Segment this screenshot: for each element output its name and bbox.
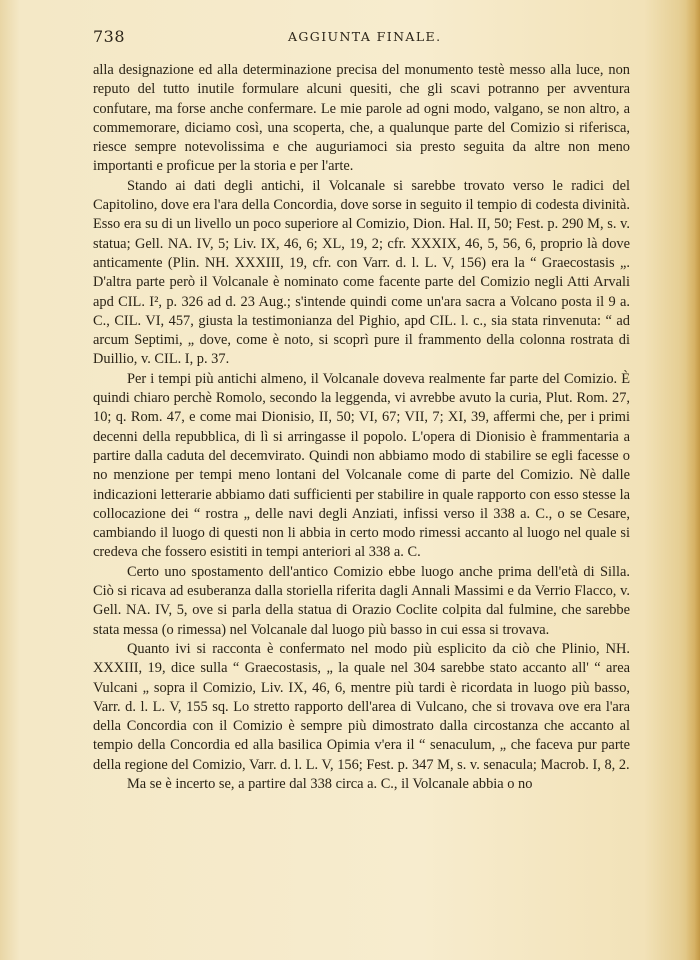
paragraph: Per i tempi più antichi almeno, il Volcanale doveva realmente far parte del Comizio. È quindi chiaro perchè Romolo, secondo la leggenda, vi avrebbe avuto la curia, Plut. Rom. 27, 10; q. Rom. 47, e come mai Dionisio, II, 50; VI, 67; VII, 7; XI, 39, affermi che, per i primi decenni della repubblica, di lì si arringasse il popolo. L'opera di Dionisio è frammentaria a partire dalla caduta del decemvirato. Quindi non abbiamo modo di stabilire se egli facesse o no menzione per tempi meno lontani del Volcanale come di parte del Comizio. Nè dalle indicazioni letterarie abbiamo dati sufficienti per stabilire in quale rapporto con esso stesse la collocazione dei “ rostra „ delle navi degli Anziati, infissi verso il 338 a. C., o se Cesare, cambiando il luogo di questi non li abbia in certo modo rimessi accanto al luogo nel quale si credeva che fossero esistiti in tempi anteriori al 338 a. C. <box>93 370 630 561</box>
paragraph: Stando ai dati degli antichi, il Volcanale si sarebbe trovato verso le radici del Capitolino, dove era l'ara della Concordia, dove sorse in seguito il tempio di codesta divinità. Esso era su di un livello un poco superiore al Comizio, Dion. Hal. II, 50; Fest. p. 290 M, s. v. statua; Gell. NA. IV, 5; Liv. IX, 46, 6; XL, 19, 2; cfr. XXXIX, 46, 5, 56, 6, proprio là dove anticamente (Plin. NH. XXXIII, 19, cfr. con Varr. d. l. L. V, 156) era la “ Graecostasis „. D'altra parte però il Volcanale è nominato come facente parte del Comizio negli Atti Arvali apd CIL. I², p. 326 ad d. 23 Aug.; s'intende quindi come un'ara sacra a Volcano posta il 9 a. C., CIL. VI, 457, giusta la testimonianza del Pighio, apd CIL. l. c., sia stata rinvenuta: “ ad arcum Septimi, „ dove, come è noto, si scoprì pure il frammento della colonna rostrata di Duillio, v. CIL. I, p. 37. <box>93 177 630 368</box>
body-text <box>93 61 630 794</box>
paragraph-continued: alla designazione ed alla determinazione precisa del monumento testè messo alla luce, non reputo del tutto inutile formulare alcuni quesiti, che gli scavi potranno per avventura confutare, ma forse anche confermare. Le mie parole ad ogni modo, valgano, se non altro, a commemorare, diciamo così, una scoperta, che, a qualunque parte del Comizio si riferisca, riesce sempre notevolissima e che auguriamoci sia presto seguita da altre non meno importanti e proficue per la storia e per l'arte. <box>93 62 630 175</box>
page-header <box>93 27 660 49</box>
running-head: AGGIUNTA FINALE. <box>288 29 442 44</box>
page-number: 738 <box>93 27 126 46</box>
paragraph: Ma se è incerto se, a partire dal 338 circa a. C., il Volcanale abbia o no <box>127 775 533 792</box>
page-edge-shadow <box>686 0 700 960</box>
paragraph: Certo uno spostamento dell'antico Comizio ebbe luogo anche prima dell'età di Silla. Ciò si ricava ad esuberanza dalla storiella riferita dagli Annali Massimi e da Verrio Flacco, v. Gell. NA. IV, 5, ove si parla della statua di Orazio Coclite colpita dal fulmine, che sarebbe stata messa (o rimessa) nel Volcanale dal luogo più basso in cui essa si trovava. <box>93 563 630 638</box>
paragraph: Quanto ivi si racconta è confermato nel modo più esplicito da ciò che Plinio, NH. XXXIII, 19, dice sulla “ Graecostasis, „ la quale nel 304 sarebbe stato accanto all' “ area Vulcani „ sopra il Comizio, Liv. IX, 46, 6, mentre più tardi è ricordata in luogo più basso, Varr. d. l. L. V, 155 sq. Lo stretto rapporto dell'area di Vulcano, che si trovava ove era l'ara della Concordia con il Comizio è sempre più dimostrato dalla circostanza che accanto al tempio della Concordia ed alla basilica Opimia v'era il “ senaculum, „ che faceva pur parte della regione del Comizio, Varr. d. l. L. V, 156; Fest. p. 347 M, s. v. senacula; Macrob. I, 8, 2. <box>93 640 630 773</box>
